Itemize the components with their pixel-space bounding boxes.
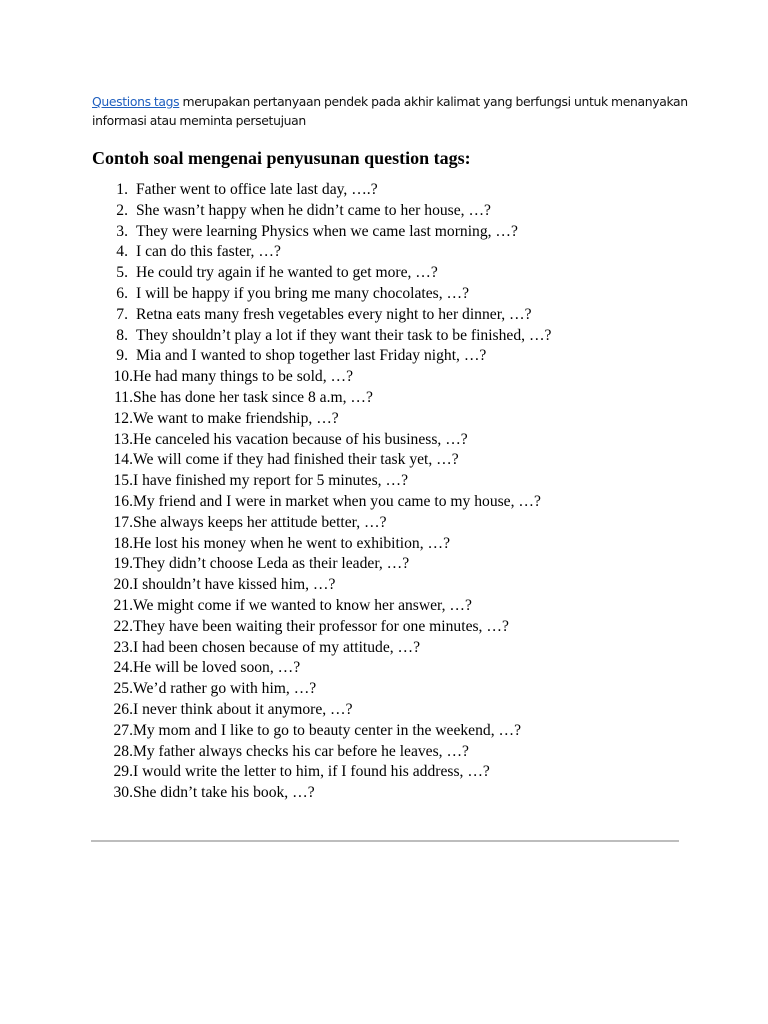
question-number: 14.: [113, 451, 133, 469]
question-text: They shouldn’t play a lot if they want their task to be finished, …?: [136, 326, 552, 344]
question-text: I had been chosen because of my attitude, …?: [133, 638, 421, 656]
question-number: 24.: [113, 659, 133, 677]
question-text: My friend and I were in market when you came to my house, …?: [133, 492, 541, 510]
question-number: 13.: [113, 430, 133, 448]
question-text: She always keeps her attitude better, …?: [133, 513, 387, 531]
question-number: 29.: [113, 763, 133, 781]
question-text: I have finished my report for 5 minutes, …?: [133, 472, 408, 490]
horizontal-divider: [91, 840, 679, 842]
section-heading: Contoh soal mengenai penyusunan question tags:: [92, 148, 471, 168]
question-text: My mom and I like to go to beauty center in the weekend, …?: [133, 721, 522, 739]
question-text: He canceled his vacation because of his business, …?: [133, 430, 468, 448]
question-text: I never think about it anymore, …?: [133, 700, 353, 718]
question-number: 8.: [116, 326, 128, 344]
question-number: 1.: [116, 181, 128, 198]
question-text: We want to make friendship, …?: [133, 409, 339, 427]
question-number: 26.: [113, 700, 133, 718]
question-number: 7.: [116, 305, 128, 323]
question-text: Father went to office late last day, ….?: [136, 181, 378, 198]
question-number: 2.: [116, 201, 128, 219]
question-number: 22.: [113, 617, 133, 635]
question-number: 17.: [113, 513, 133, 531]
question-text: I will be happy if you bring me many chocolates, …?: [136, 284, 470, 302]
question-text: My father always checks his car before he leaves, …?: [133, 742, 469, 760]
question-text: Retna eats many fresh vegetables every night to her dinner, …?: [136, 305, 532, 323]
question-text: We might come if we wanted to know her answer, …?: [133, 596, 472, 614]
question-number: 9.: [116, 347, 128, 365]
question-text: He could try again if he wanted to get more, …?: [136, 264, 438, 282]
question-number: 4.: [116, 243, 128, 261]
intro-paragraph: [92, 92, 692, 130]
question-text: They didn’t choose Leda as their leader, …?: [133, 555, 410, 573]
question-text: I shouldn’t have kissed him, …?: [133, 576, 336, 594]
question-text: He will be loved soon, …?: [133, 659, 301, 677]
question-text: We’d rather go with him, …?: [133, 680, 317, 698]
question-number: 6.: [116, 284, 128, 302]
question-text: He had many things to be sold, …?: [133, 368, 354, 386]
intro-text: merupakan pertanyaan pendek pada akhir kalimat yang berfungsi untuk menanyakan informasi atau meminta persetujuan: [92, 94, 688, 128]
question-number: 25.: [113, 680, 133, 698]
question-text: She wasn’t happy when he didn’t came to her house, …?: [136, 201, 491, 219]
question-number: 21.: [113, 596, 133, 614]
question-text: They have been waiting their professor for one minutes, …?: [133, 617, 509, 635]
question-number: 11.: [114, 388, 133, 406]
question-number: 12.: [113, 409, 133, 427]
question-number: 20.: [113, 576, 133, 594]
question-number: 16.: [113, 492, 133, 510]
question-text: He lost his money when he went to exhibition, …?: [133, 534, 451, 552]
question-text: Mia and I wanted to shop together last Friday night, …?: [136, 347, 487, 365]
question-number: 27.: [113, 721, 133, 739]
question-text: I would write the letter to him, if I found his address, …?: [133, 763, 490, 781]
question-text: She didn’t take his book, …?: [133, 784, 315, 802]
question-text: I can do this faster, …?: [136, 243, 281, 261]
question-number: 3.: [116, 222, 128, 240]
question-number: 5.: [116, 264, 128, 282]
question-text: They were learning Physics when we came last morning, …?: [136, 222, 518, 240]
questions-tags-link[interactable]: Questions tags: [92, 94, 180, 109]
question-number: 18.: [113, 534, 133, 552]
question-number: 15.: [113, 472, 133, 490]
question-text: She has done her task since 8 a.m, …?: [133, 388, 373, 406]
question-number: 19.: [113, 555, 133, 573]
question-number: 30.: [113, 784, 133, 802]
question-text: We will come if they had finished their task yet, …?: [133, 451, 459, 469]
question-number: 23.: [113, 638, 133, 656]
question-number: 10.: [113, 368, 133, 386]
question-number: 28.: [113, 742, 133, 760]
